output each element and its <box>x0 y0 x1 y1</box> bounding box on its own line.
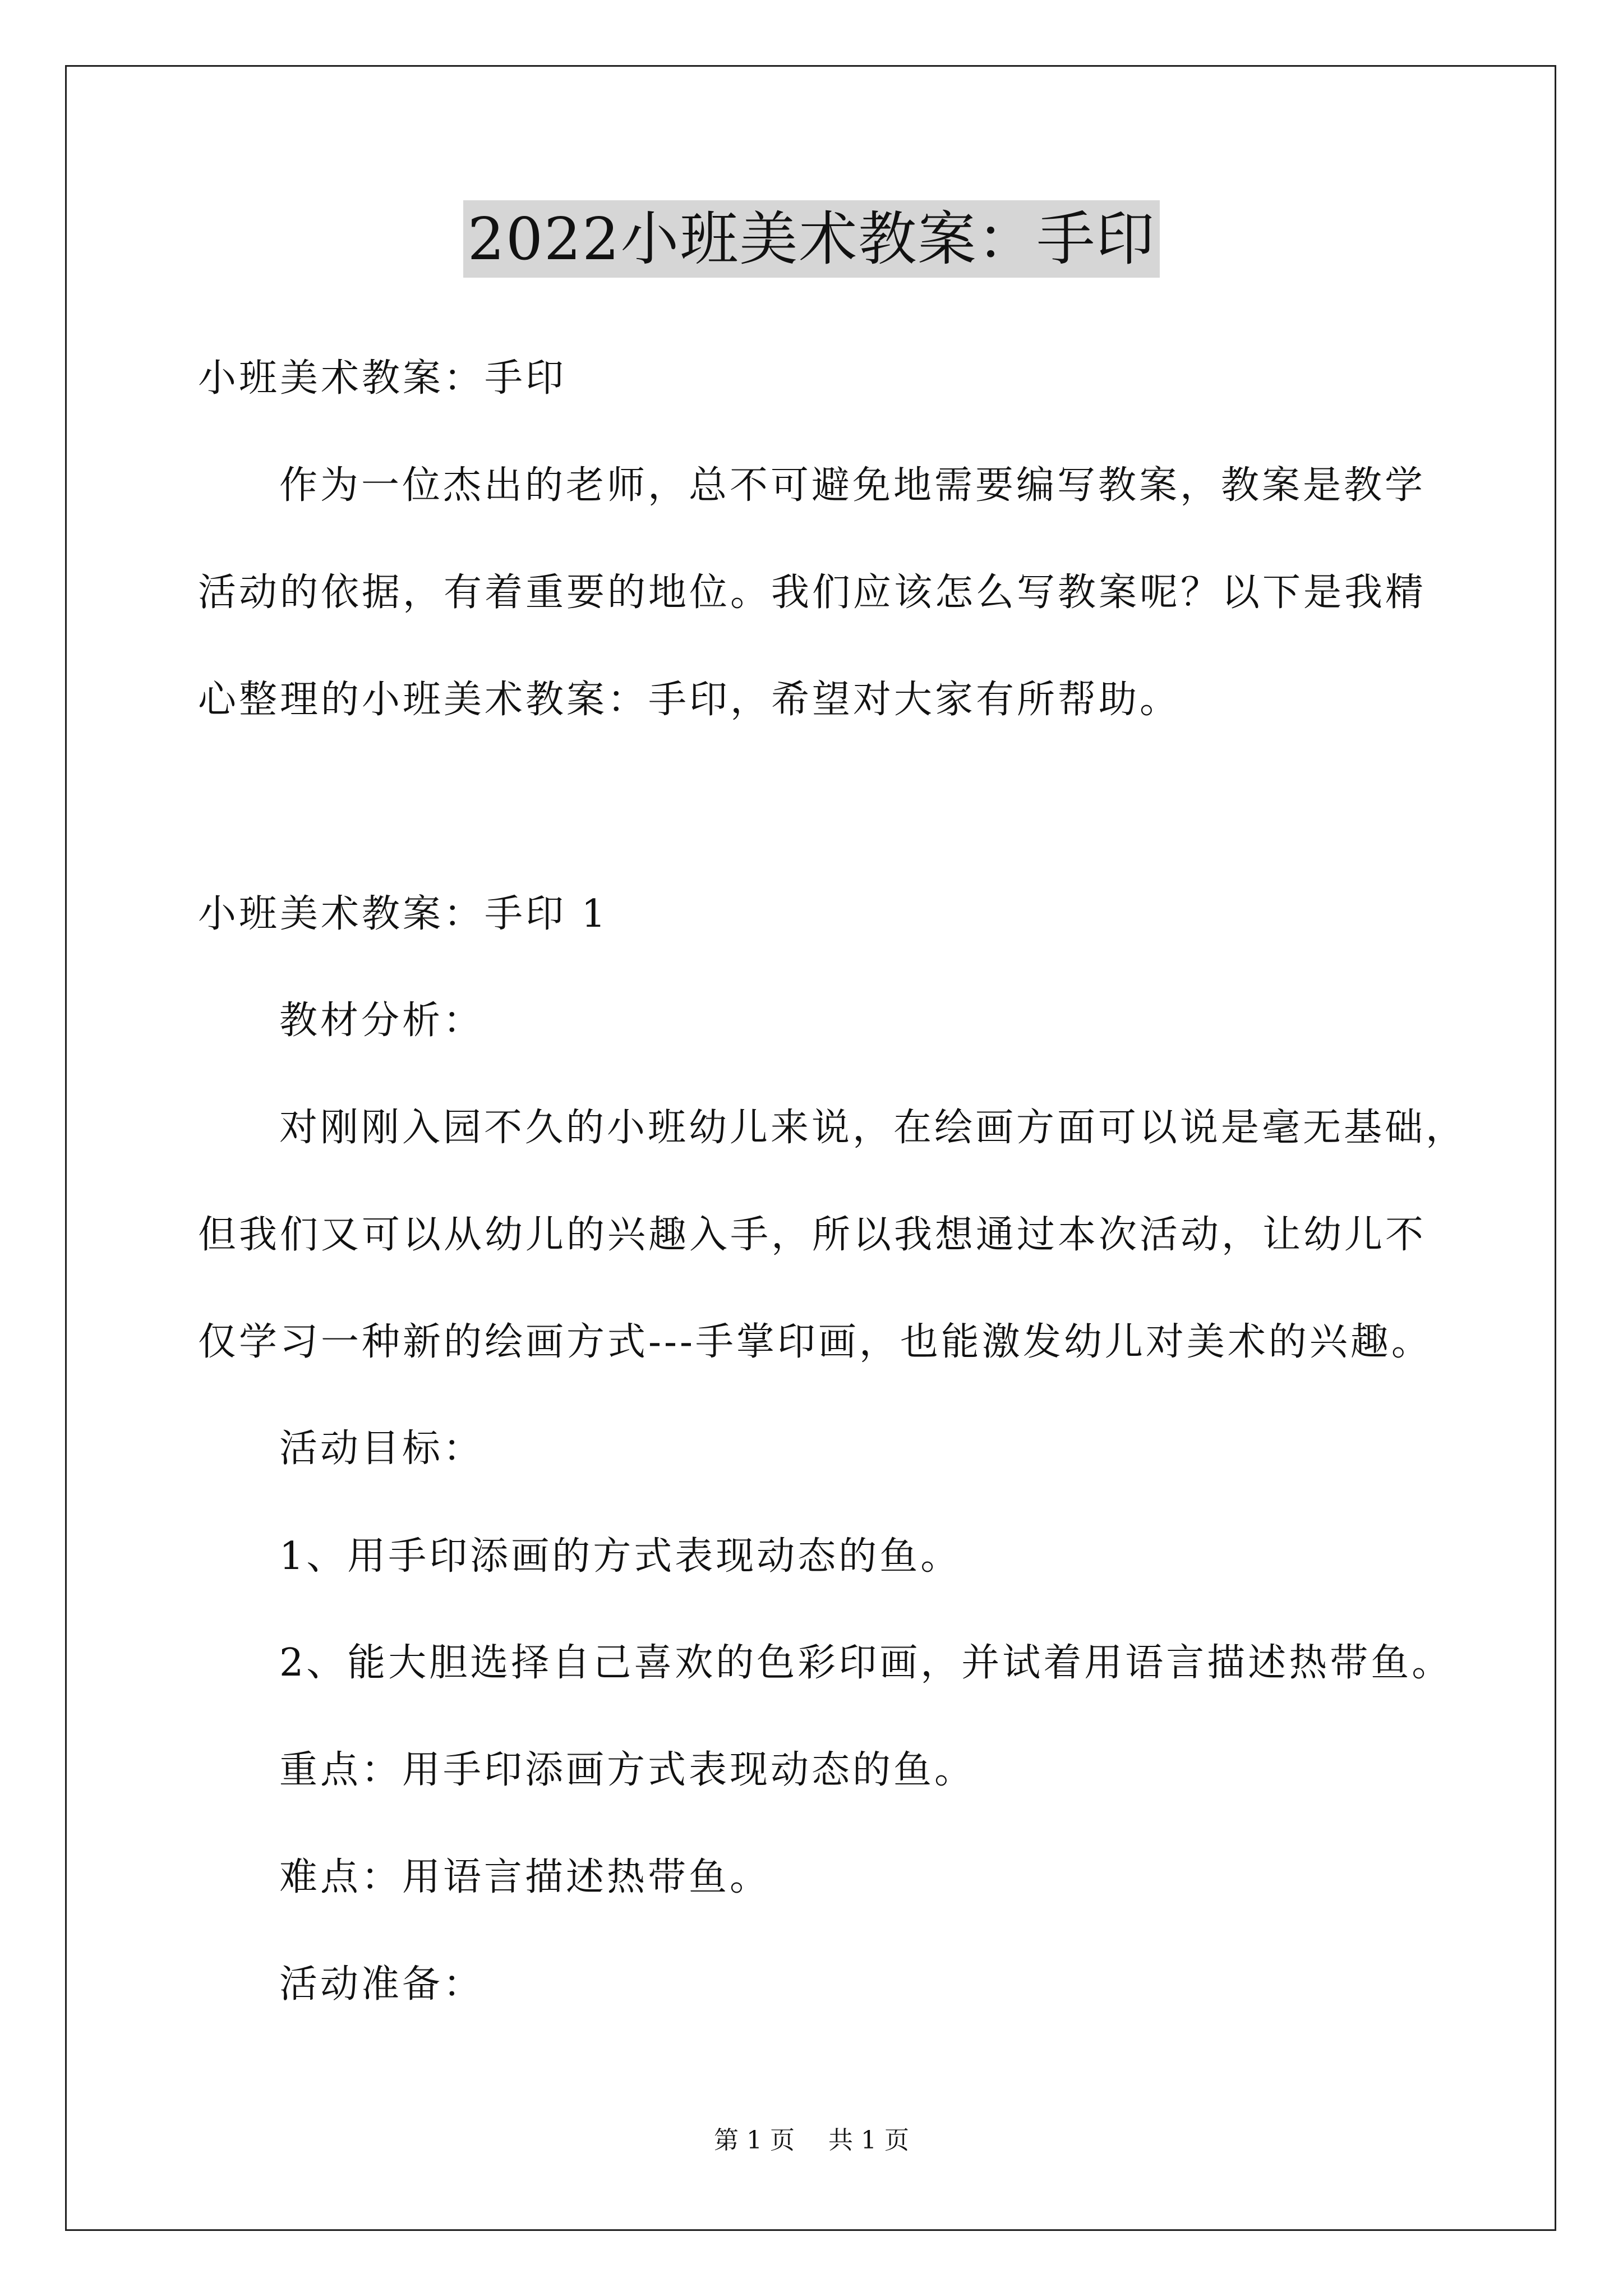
difficulty: 难点：用语言描述热带鱼。 <box>279 1855 771 1899</box>
subtitle: 小班美术教案：手印 <box>198 356 567 401</box>
goal-item: 2、能大胆选择自己喜欢的色彩印画，并试着用语言描述热带鱼。 <box>279 1641 1453 1685</box>
title-container <box>0 200 1623 278</box>
material-heading: 教材分析： <box>279 999 485 1043</box>
key-point: 重点：用手印添画方式表现动态的鱼。 <box>279 1748 976 1792</box>
goal-heading: 活动目标： <box>279 1427 485 1471</box>
intro-line: 活动的依据，有着重要的地位。我们应该怎么写教案呢？以下是我精 <box>198 570 1427 615</box>
document-title: 2022小班美术教案：手印 <box>463 200 1160 278</box>
material-line: 仅学习一种新的绘画方式---手掌印画，也能激发幼儿对美术的兴趣。 <box>198 1320 1432 1364</box>
page-number-current: 第 1 页 <box>714 2126 795 2155</box>
intro-line: 作为一位杰出的老师，总不可避免地需要编写教案，教案是教学 <box>279 463 1426 508</box>
goal-item: 1、用手印添画的方式表现动态的鱼。 <box>279 1534 962 1579</box>
prep-heading: 活动准备： <box>279 1962 485 2007</box>
page-footer <box>0 2124 1623 2157</box>
page-number-total: 共 1 页 <box>828 2126 909 2155</box>
intro-line: 心整理的小班美术教案：手印，希望对大家有所帮助。 <box>198 678 1181 722</box>
material-line: 对刚刚入园不久的小班幼儿来说，在绘画方面可以说是毫无基础， <box>279 1106 1467 1150</box>
material-line: 但我们又可以从幼儿的兴趣入手，所以我想通过本次活动，让幼儿不 <box>198 1213 1427 1257</box>
section-heading: 小班美术教案：手印 1 <box>198 892 608 936</box>
